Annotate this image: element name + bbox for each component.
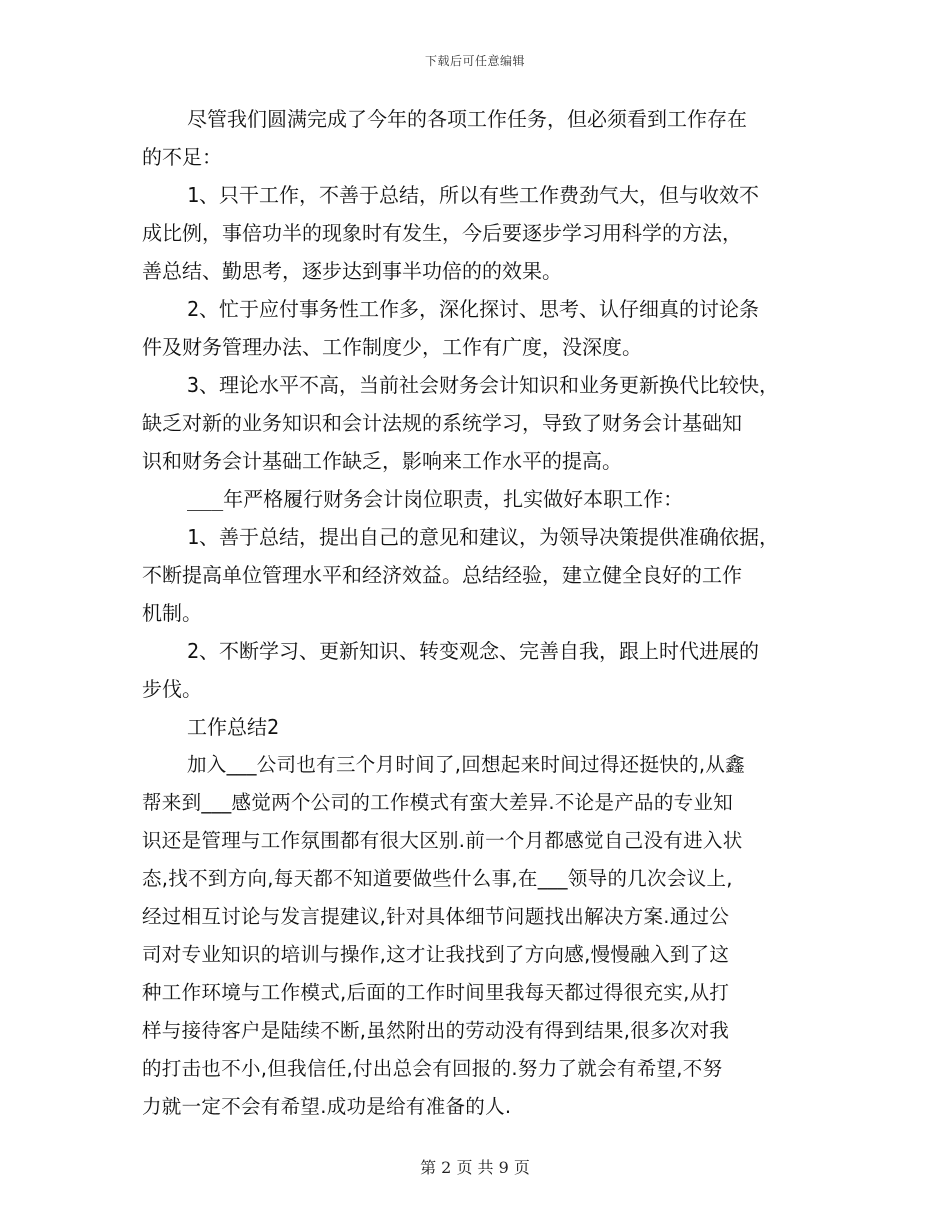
text-line: 帮来到___感觉两个公司的工作模式有蛮大差异.不论是产品的专业知 (142, 791, 734, 814)
text-line: 善总结、勤思考，逐步达到事半功倍的的效果。 (142, 259, 562, 283)
text-line: 2、忙于应付事务性工作多，深化探讨、思考、认仔细真的讨论条 (187, 297, 760, 321)
page-number: 第 2 页 共 9 页 (420, 1158, 530, 1177)
page-header-note: 下载后可任意编辑 (424, 54, 525, 68)
text-line: 态,找不到方向,每天都不知道要做些什么事,在___领导的几次会议上, (142, 867, 733, 890)
text-line: 加入___公司也有三个月时间了,回想起来时间过得还挺快的,从鑫 (187, 753, 745, 776)
text-line: 的打击也不小,但我信任,付出总会有回报的.努力了就会有希望,不努 (142, 1057, 723, 1080)
section-heading: 工作总结2 (187, 715, 280, 739)
text-line: 识和财务会计基础工作缺乏，影响来工作水平的提高。 (142, 449, 622, 473)
text-line: 力就一定不会有希望.成功是给有准备的人. (142, 1095, 512, 1118)
text-line: 成比例，事倍功半的现象时有发生，今后要逐步学习用科学的方法， (142, 221, 742, 245)
text-line: 不断提高单位管理水平和经济效益。总结经验，建立健全良好的工作 (142, 563, 742, 587)
text-line: 1、只干工作，不善于总结，所以有些工作费劲气大，但与收效不 (187, 183, 760, 207)
text-line: 2、不断学习、更新知识、转变观念、完善自我，跟上时代进展的 (187, 639, 760, 663)
text-line: 种工作环境与工作模式,后面的工作时间里我每天都过得很充实,从打 (142, 981, 730, 1004)
text-line: 司对专业知识的培训与操作,这才让我找到了方向感,慢慢融入到了这 (142, 943, 730, 966)
text-line: 样与接待客户是陆续不断,虽然附出的劳动没有得到结果,很多次对我 (142, 1019, 730, 1042)
text-line: 3、理论水平不高，当前社会财务会计知识和业务更新换代比较快， (187, 373, 780, 397)
text-line: 识还是管理与工作氛围都有很大区别.前一个月都感觉自己没有进入状 (142, 829, 743, 852)
text-line: 经过相互讨论与发言提建议,针对具体细节问题找出解决方案.通过公 (142, 905, 730, 928)
text-line: 步伐。 (142, 677, 202, 701)
text-line: 的不足： (142, 145, 222, 169)
text-line: 1、善于总结，提出自己的意见和建议，为领导决策提供准确依据， (187, 525, 780, 549)
text-line: 机制。 (142, 601, 202, 625)
text-line: 件及财务管理办法、工作制度少，工作有广度，没深度。 (142, 335, 642, 359)
text-line: 尽管我们圆满完成了今年的各项工作任务，但必须看到工作存在 (187, 107, 747, 131)
text-line: 缺乏对新的业务知识和会计法规的系统学习，导致了财务会计基础知 (142, 411, 742, 435)
text-line: ___年严格履行财务会计岗位职责，扎实做好本职工作： (187, 487, 684, 511)
